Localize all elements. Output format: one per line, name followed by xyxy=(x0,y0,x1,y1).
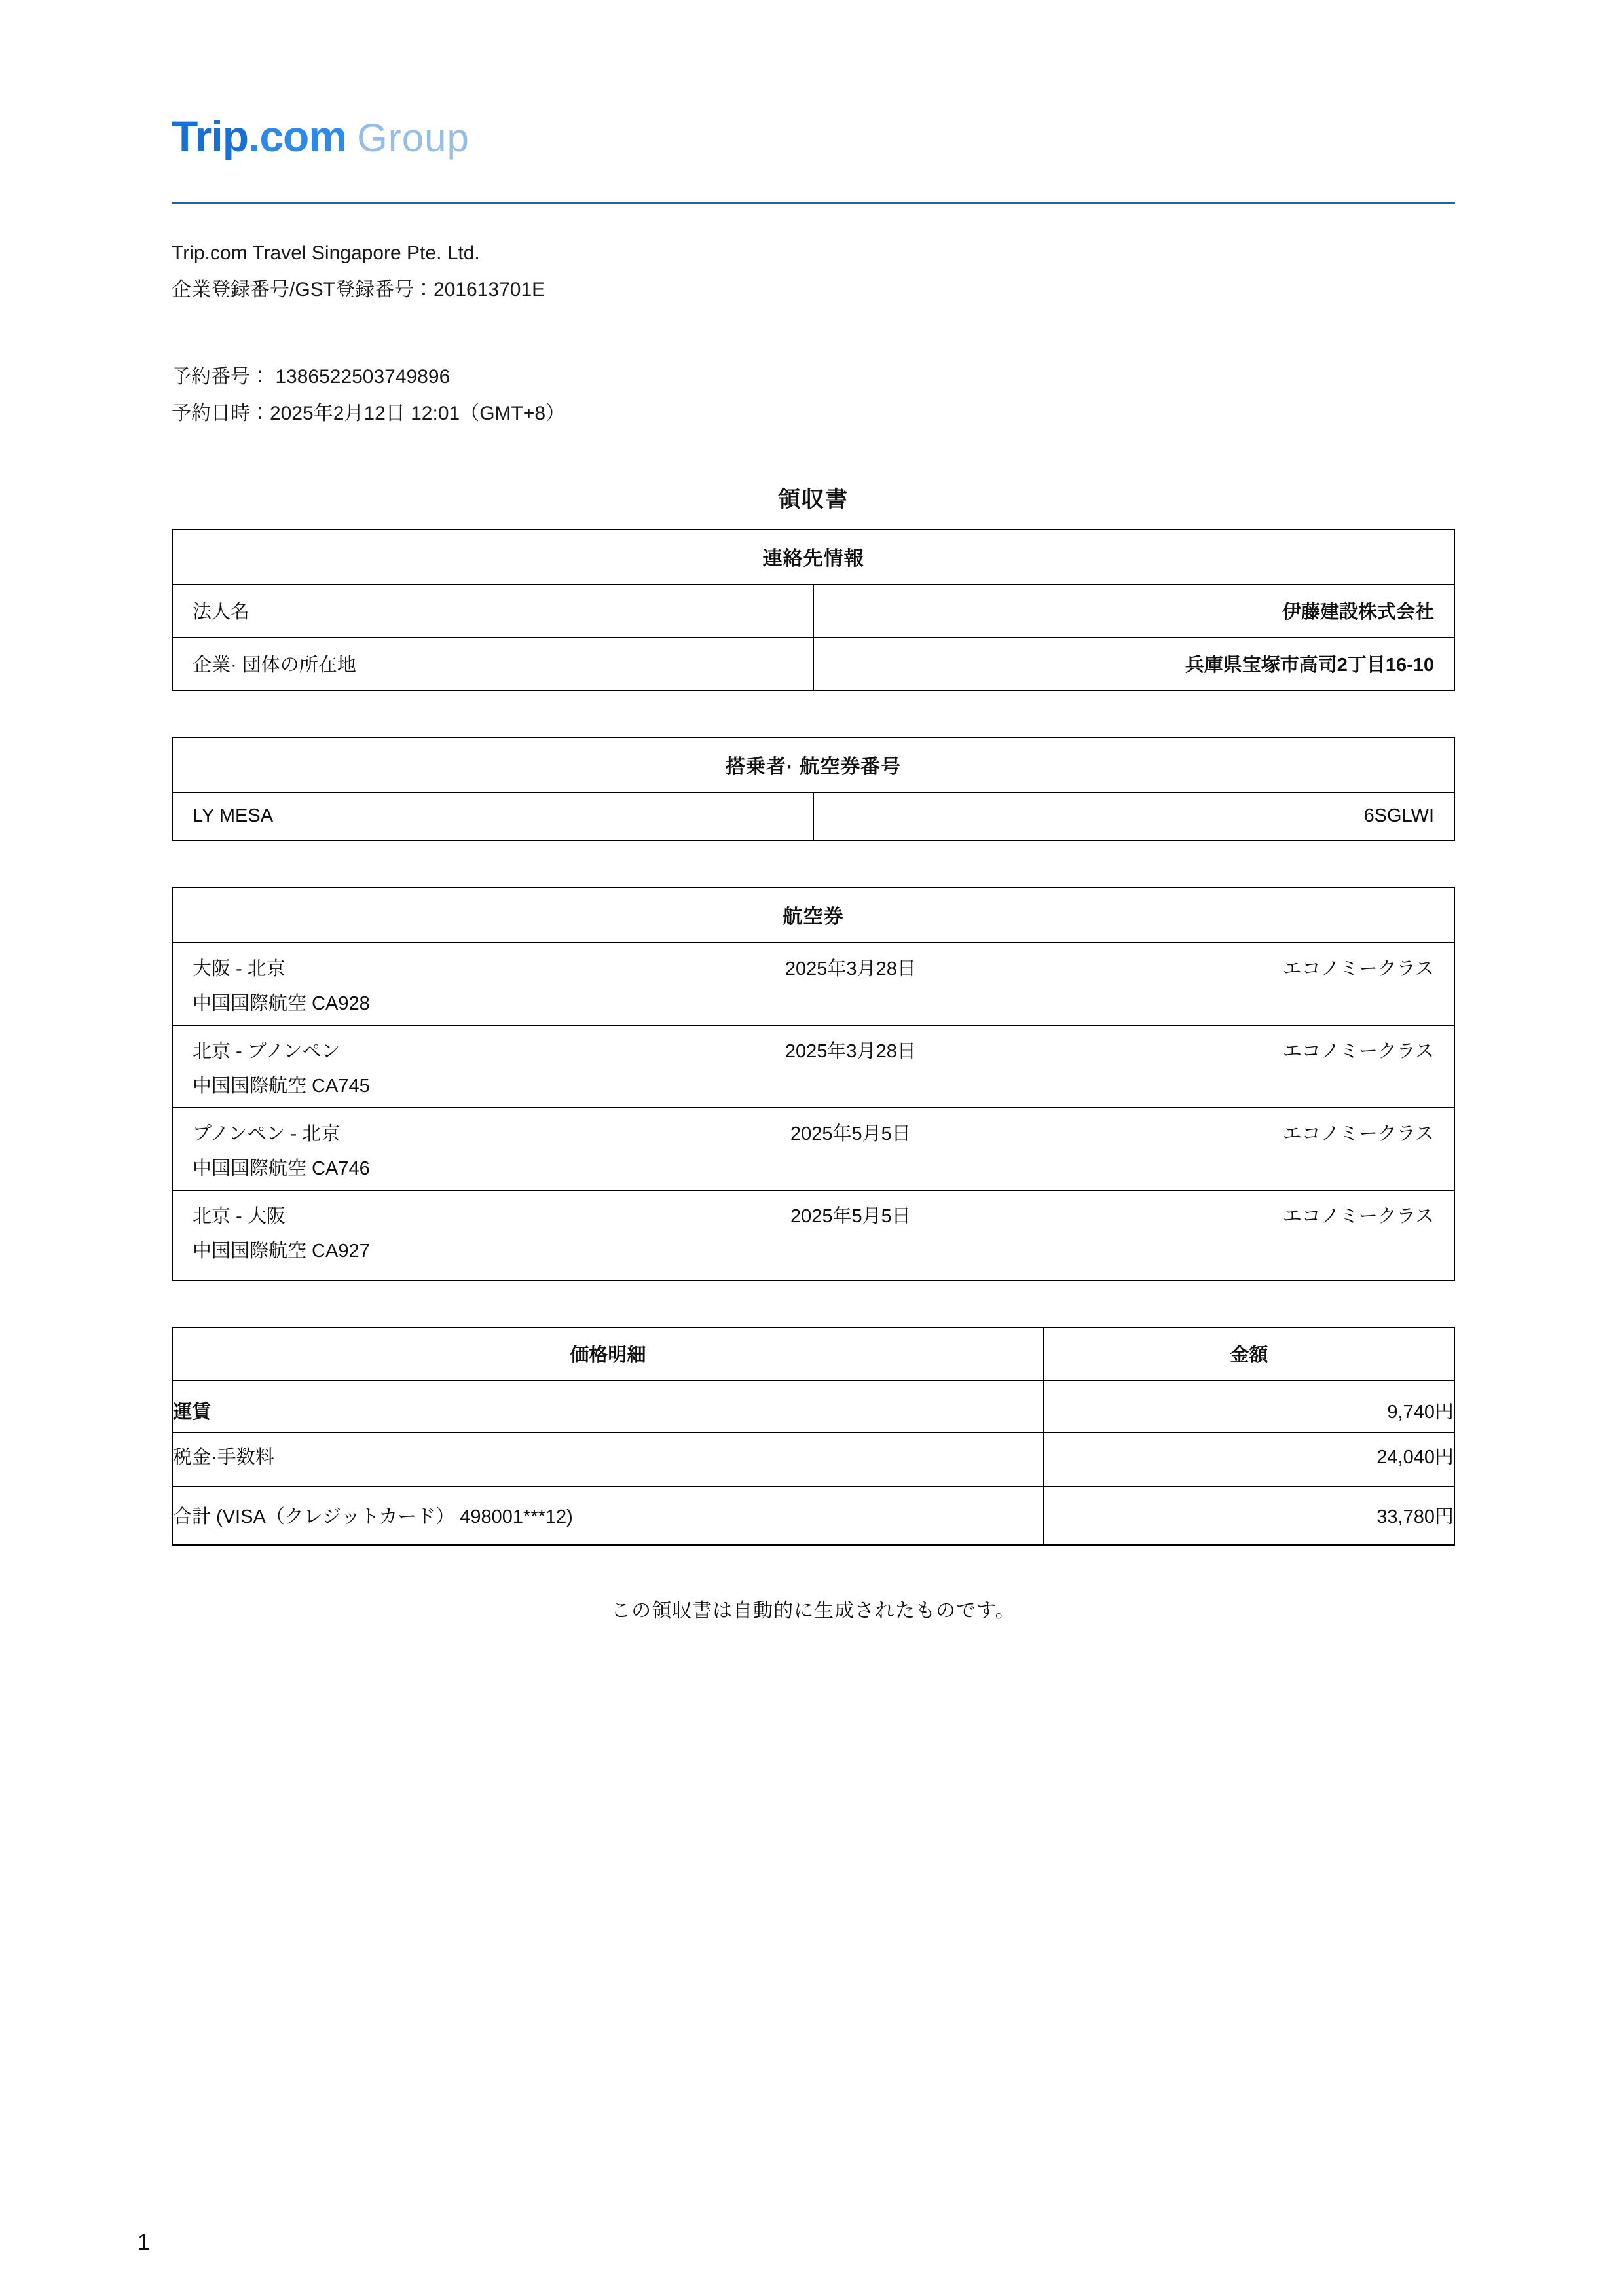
logo-trip-text: Trip xyxy=(172,112,249,160)
passenger-name: LY MESA xyxy=(172,793,813,841)
contact-table-header-row xyxy=(172,530,1454,585)
passenger-table xyxy=(172,737,1455,841)
contact-section-title: 連絡先情報 xyxy=(172,530,1454,585)
flights-table xyxy=(172,887,1455,1281)
logo-dotcom-text: .com xyxy=(248,112,347,160)
page-title: 領収書 xyxy=(778,487,849,512)
flight-route: 北京 - プノンペン xyxy=(193,1041,341,1062)
flight-segment-3 xyxy=(173,1119,1454,1146)
table-row xyxy=(172,585,1454,638)
flight-date: 2025年3月28日 xyxy=(784,958,916,979)
price-amount-tax: 24,040円 xyxy=(1044,1432,1454,1487)
table-row xyxy=(172,1108,1454,1190)
company-info xyxy=(172,235,1455,308)
price-label-tax: 税金·手数料 xyxy=(172,1432,1044,1487)
booking-datetime: 予約日時：2025年2月12日 12:01（GMT+8） xyxy=(172,402,566,424)
price-total-label: 合計 (VISA（クレジットカード） 498001***12) xyxy=(172,1487,1044,1545)
document-content xyxy=(172,111,1455,1623)
passenger-table-header-row xyxy=(172,738,1454,793)
company-legal-name: Trip.com Travel Singapore Pte. Ltd. xyxy=(172,242,480,264)
contact-table xyxy=(172,529,1455,691)
table-row xyxy=(172,1190,1454,1281)
table-row xyxy=(172,638,1454,691)
flight-segment-1 xyxy=(173,954,1454,981)
brand-logo xyxy=(172,111,1455,190)
table-row xyxy=(172,1381,1454,1432)
flight-date: 2025年5月5日 xyxy=(790,1206,911,1227)
flight-carrier: 中国国際航空 CA746 xyxy=(193,1158,370,1179)
booking-info xyxy=(172,359,1455,431)
flight-segment-4 xyxy=(173,1201,1454,1228)
flight-carrier: 中国国際航空 CA745 xyxy=(193,1076,370,1097)
contact-value-company: 伊藤建設株式会社 xyxy=(813,585,1454,638)
flight-segment-2 xyxy=(173,1036,1454,1063)
table-row xyxy=(172,793,1454,841)
price-header-amount: 金額 xyxy=(1044,1328,1454,1381)
booking-number: 予約番号： 1386522503749896 xyxy=(172,366,451,388)
flight-date: 2025年5月5日 xyxy=(790,1123,911,1144)
contact-value-address: 兵庫県宝塚市高司2丁目16-10 xyxy=(813,638,1454,691)
price-table xyxy=(172,1327,1455,1546)
table-row xyxy=(172,943,1454,1025)
table-row xyxy=(172,1025,1454,1108)
price-table-header-row xyxy=(172,1328,1454,1381)
price-label-fare: 運賃 xyxy=(172,1381,1044,1432)
price-amount-fare: 9,740円 xyxy=(1044,1381,1454,1432)
flight-cabin-class: エコノミークラス xyxy=(1282,1041,1434,1062)
contact-label-address: 企業· 団体の所在地 xyxy=(172,638,813,691)
logo-wordmark xyxy=(172,111,346,161)
flight-route: 大阪 - 北京 xyxy=(193,958,286,979)
flight-route: プノンペン - 北京 xyxy=(193,1123,341,1144)
flight-cabin-class: エコノミークラス xyxy=(1282,1123,1434,1144)
price-total-amount: 33,780円 xyxy=(1044,1487,1454,1545)
passenger-section-title: 搭乗者· 航空券番号 xyxy=(172,738,1454,793)
table-row xyxy=(172,1432,1454,1487)
passenger-ticket-number: 6SGLWI xyxy=(813,793,1454,841)
price-header-detail: 価格明細 xyxy=(172,1328,1044,1381)
contact-label-company: 法人名 xyxy=(172,585,813,638)
flight-route: 北京 - 大阪 xyxy=(193,1206,286,1227)
header-divider xyxy=(172,202,1455,204)
price-total-row xyxy=(172,1487,1454,1545)
page-number: 1 xyxy=(138,2230,150,2255)
company-registration: 企業登録番号/GST登録番号：201613701E xyxy=(172,278,545,301)
flight-date: 2025年3月28日 xyxy=(784,1041,916,1062)
auto-generated-note: この領収書は自動的に生成されたものです。 xyxy=(611,1600,1016,1622)
logo-group-text: Group xyxy=(357,116,470,160)
flights-table-header-row xyxy=(172,888,1454,943)
flight-carrier: 中国国際航空 CA927 xyxy=(193,1241,370,1262)
flight-cabin-class: エコノミークラス xyxy=(1282,958,1434,979)
flights-section-title: 航空券 xyxy=(172,888,1454,943)
flight-cabin-class: エコノミークラス xyxy=(1282,1206,1434,1227)
flight-carrier: 中国国際航空 CA928 xyxy=(193,993,370,1014)
